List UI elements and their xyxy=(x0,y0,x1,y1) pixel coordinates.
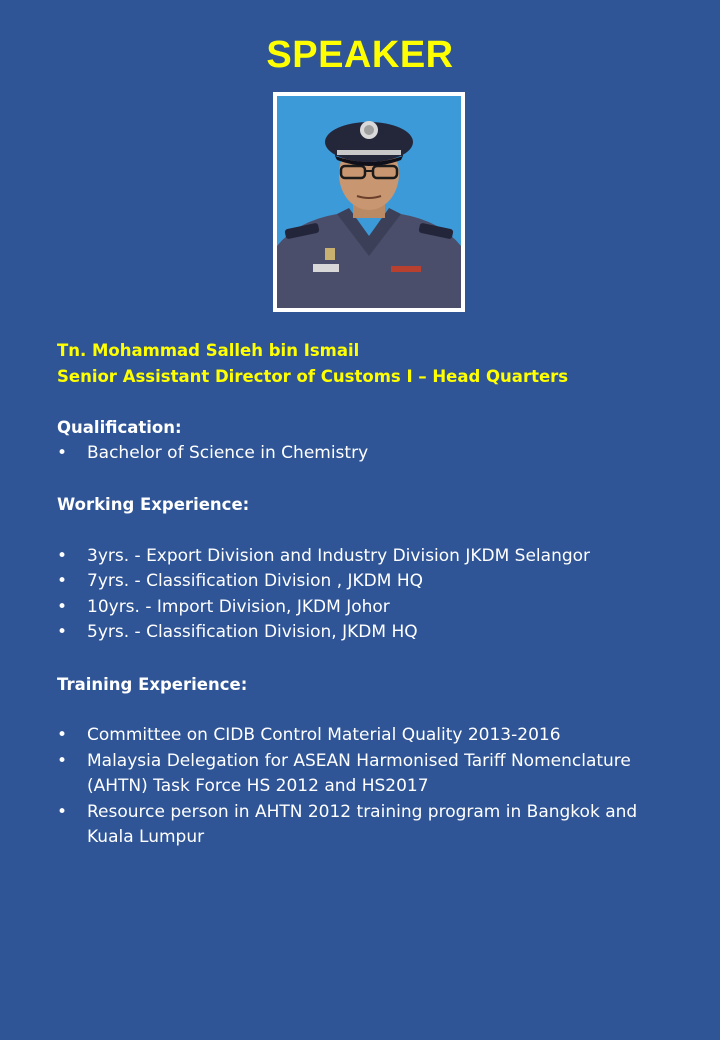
bullet-icon: • xyxy=(57,596,68,617)
list-item: • 5yrs. - Classification Division, JKDM HQ xyxy=(57,620,667,646)
speaker-portrait-image xyxy=(277,96,461,308)
bullet-icon: • xyxy=(57,725,68,745)
list-item: • 7yrs. - Classification Division , JKDM HQ xyxy=(57,569,667,595)
working-experience-heading: Working Experience: xyxy=(57,495,250,514)
qualification-list xyxy=(57,441,667,467)
bullet-icon: • xyxy=(57,801,68,822)
speaker-name: Tn. Mohammad Salleh bin Ismail xyxy=(57,341,360,360)
list-item: • Resource person in AHTN 2012 training program in Bangkok and Kuala Lumpur xyxy=(57,801,638,847)
bullet-icon: • xyxy=(57,622,68,642)
bullet-icon: • xyxy=(57,750,68,771)
speaker-bio xyxy=(57,338,667,851)
list-item: • Malaysia Delegation for ASEAN Harmonised Tariff Nomenclature (AHTN) Task Force HS 2012 and HS2017 xyxy=(57,750,631,796)
speaker-position: Senior Assistant Director of Customs I – Head Quarters xyxy=(57,366,569,386)
working-experience-list xyxy=(57,544,667,646)
speaker-photo xyxy=(273,92,465,312)
list-item: • 3yrs. - Export Division and Industry Division JKDM Selangor xyxy=(57,544,667,570)
list-item: • Committee on CIDB Control Material Quality 2013-2016 xyxy=(57,723,667,749)
bullet-icon: • xyxy=(57,545,68,566)
bullet-icon: • xyxy=(57,571,68,591)
bullet-icon: • xyxy=(57,442,68,463)
list-item: • 10yrs. - Import Division, JKDM Johor xyxy=(57,595,667,621)
training-experience-heading: Training Experience: xyxy=(57,674,248,694)
training-experience-list xyxy=(57,723,667,851)
list-item: • Bachelor of Science in Chemistry xyxy=(57,441,667,467)
page-title: SPEAKER xyxy=(266,34,454,76)
qualification-heading: Qualification: xyxy=(57,418,182,437)
